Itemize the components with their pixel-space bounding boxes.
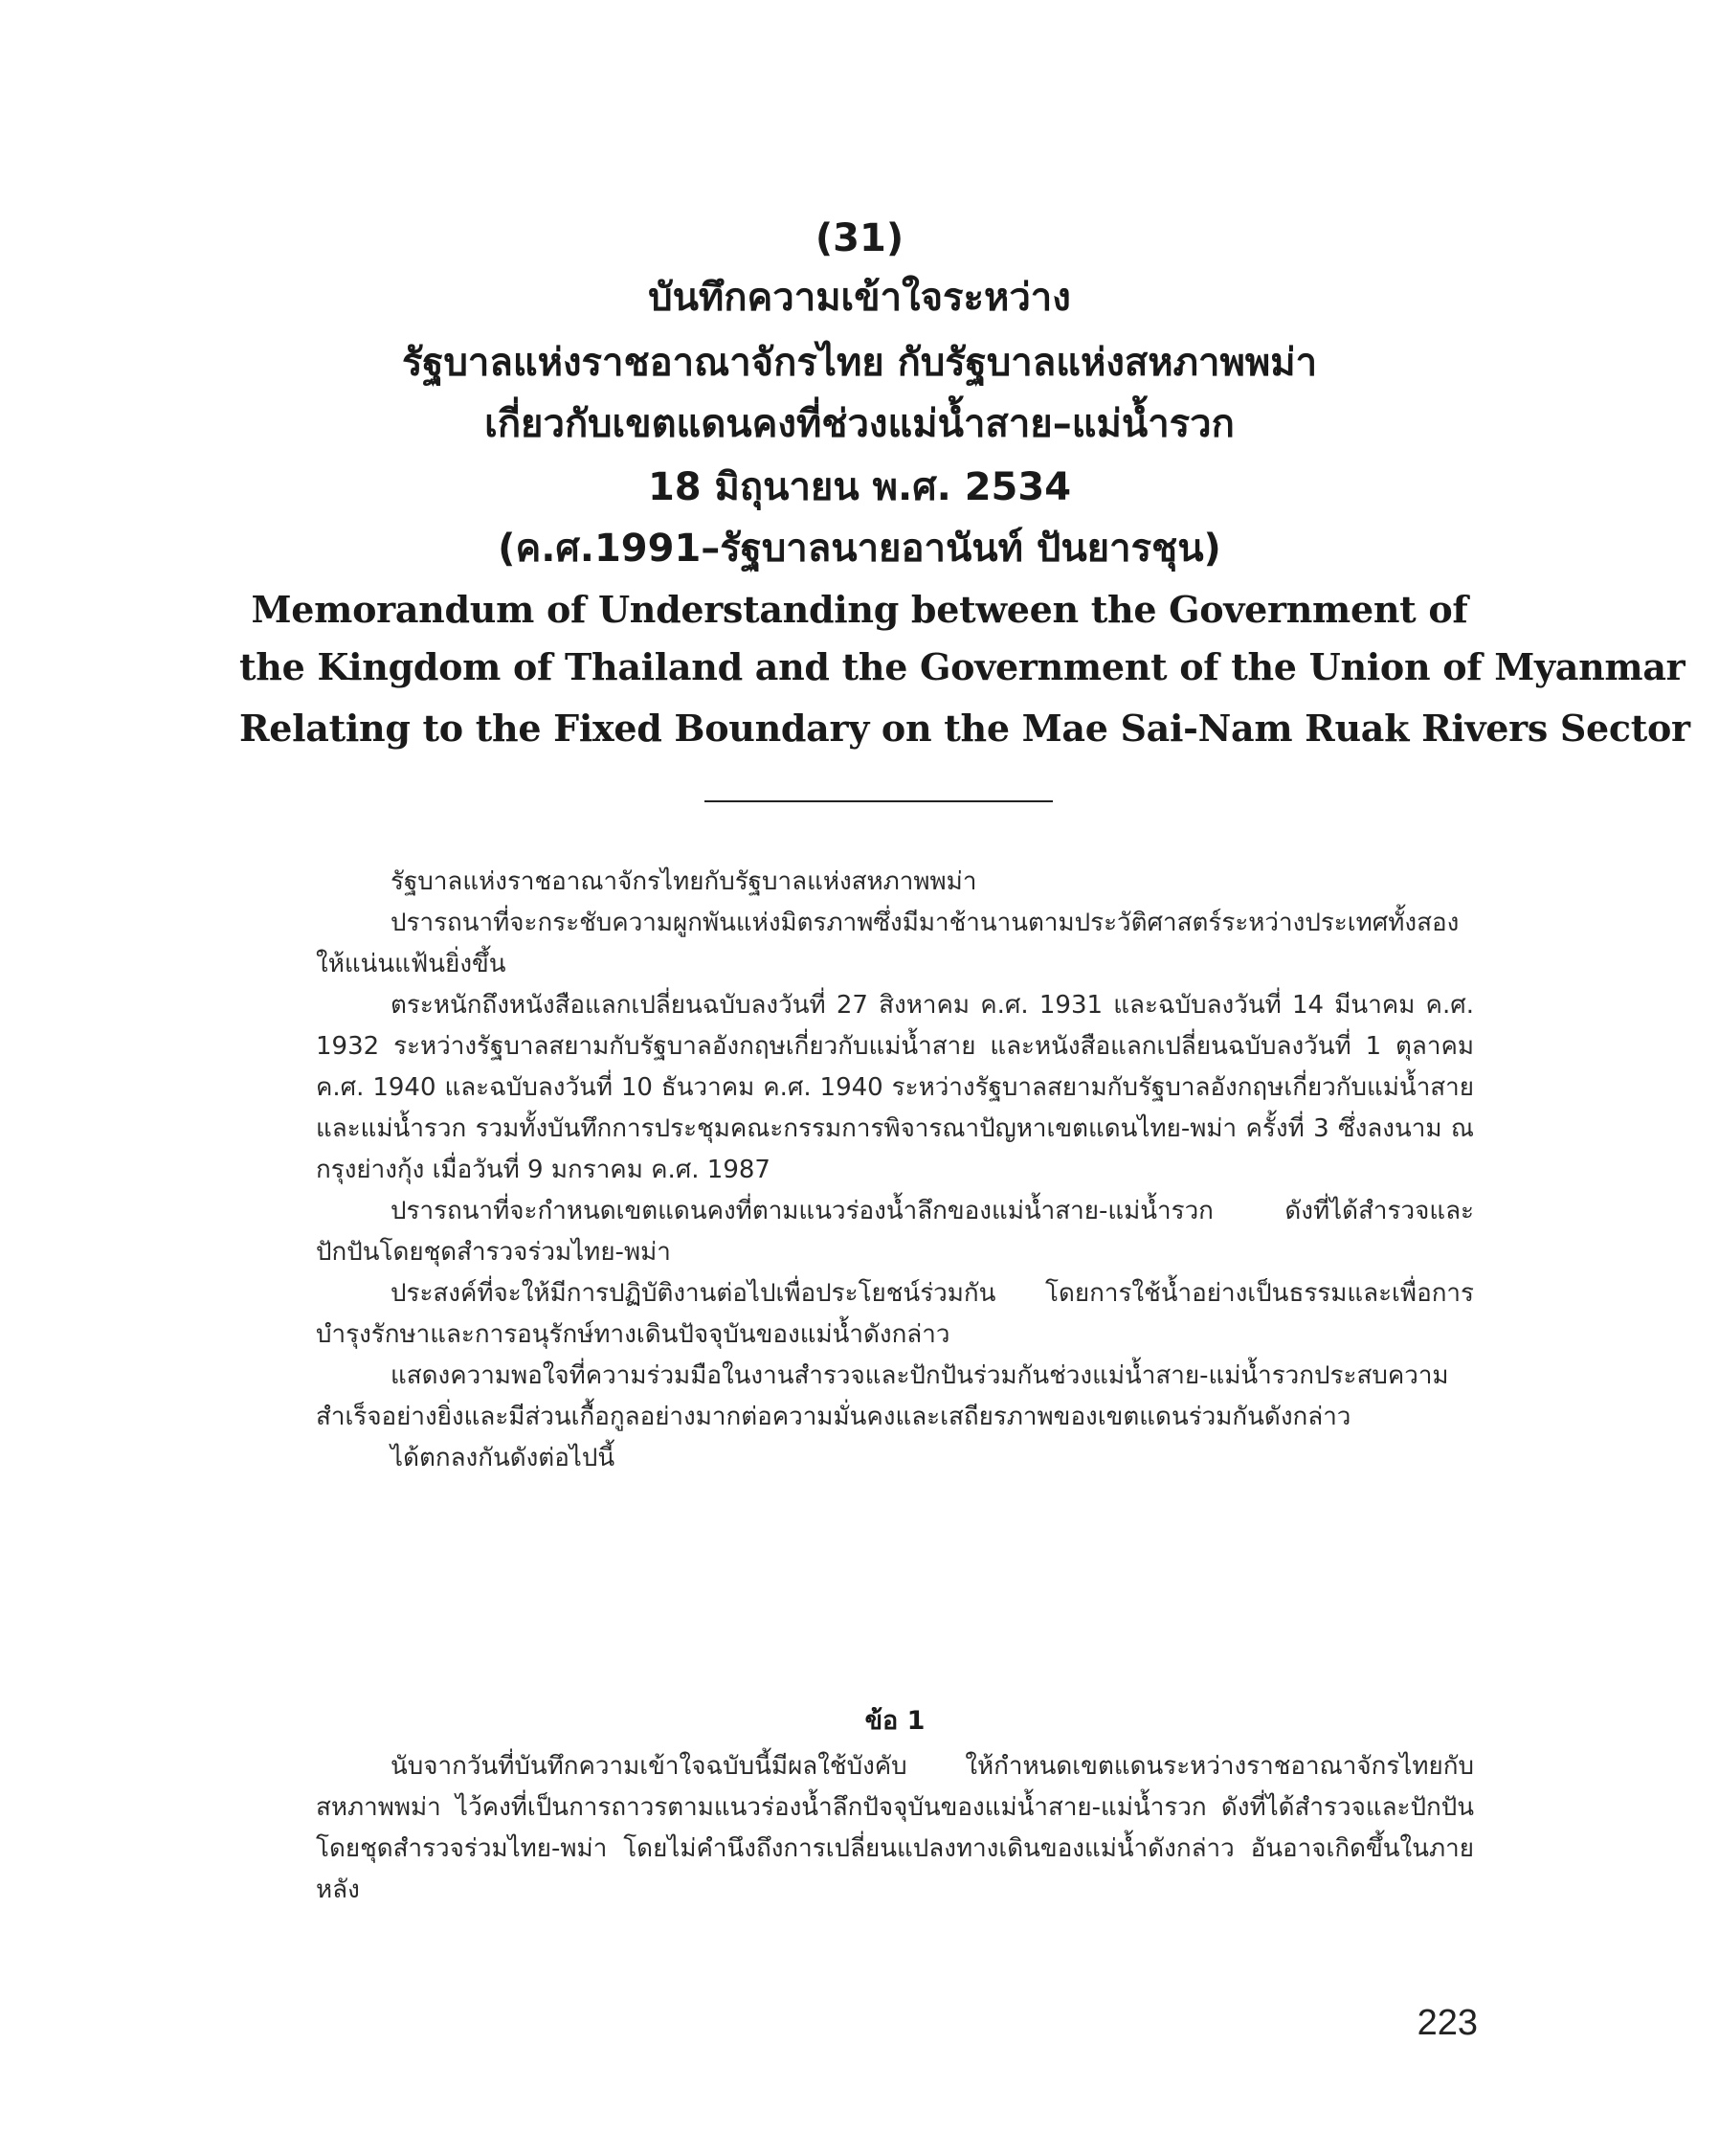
article-1-text: นับจากวันที่บันทึกความเข้าใจฉบับนี้มีผลใช้บังคับ ให้กำหนดเขตแดนระหว่างราชอาณาจักรไทยกับสหภาพพม่า ไว้คงที่เป็นการถาวรตามแนวร่องน้ำลึกปัจจุบันของแม่น้ำสาย-แม่น้ำรวก ดังที่ได้สำรวจและปักปันโดยชุดสำรวจร่วมไทย-พม่า โดยไม่คำนึงถึงการเปลี่ยนแปลงทางเดินของแม่น้ำดังกล่าว อันอาจเกิดขึ้นในภายหลัง xyxy=(316,1752,1474,1904)
preamble-desiring: ปรารถนาที่จะกระชับความผูกพันแห่งมิตรภาพซึ่งมีมาช้านานตามประวัติศาสตร์ระหว่างประเทศทั้งสองให้แน่นแฟ้นยิ่งขึ้น xyxy=(316,909,1460,978)
title-divider xyxy=(704,800,1053,802)
title-thai-line-1: บันทึกความเข้าใจระหว่าง xyxy=(648,276,1071,320)
preamble-recognizing: ตระหนักถึงหนังสือแลกเปลี่ยนฉบับลงวันที่ 27 สิงหาคม ค.ศ. 1931 และฉบับลงวันที่ 14 มีนาคม ค.ศ. 1932 ระหว่างรัฐบาลสยามกับรัฐบาลอังกฤษเกี่ยวกับแม่น้ำสาย และหนังสือแลกเปลี่ยนฉบับลงวันที่ 1 ตุลาคม ค.ศ. 1940 และฉบับลงวันที่ 10 ธันวาคม ค.ศ. 1940 ระหว่างรัฐบาลสยามกับรัฐบาลอังกฤษเกี่ยวกับแม่น้ำสายและแม่น้ำรวก รวมทั้งบันทึกการประชุมคณะกรรมการพิจารณาปัญหาเขตแดนไทย-พม่า ครั้งที่ 3 ซึ่งลงนาม ณ กรุงย่างกุ้ง เมื่อวันที่ 9 มกราคม ค.ศ. 1987 xyxy=(316,991,1474,1184)
article-1-title: ข้อ 1 xyxy=(864,1706,926,1736)
title-thai-era: (ค.ศ.1991–รัฐบาลนายอานันท์ ปันยารชุน) xyxy=(498,527,1221,571)
document-number: (31) xyxy=(815,216,904,260)
title-thai-line-2: รัฐบาลแห่งราชอาณาจักรไทย กับรัฐบาลแห่งสหภาพพม่า xyxy=(401,341,1318,385)
title-english-line-2: the Kingdom of Thailand and the Government of the Union of Myanmar xyxy=(239,645,1686,688)
title-english-line-3: Relating to the Fixed Boundary on the Mae Sai-Nam Ruak Rivers Sector xyxy=(239,707,1690,750)
page-number: 223 xyxy=(1417,2003,1478,2043)
preamble-determine-boundary: ปรารถนาที่จะกำหนดเขตแดนคงที่ตามแนวร่องน้ำลึกของแม่น้ำสาย-แม่น้ำรวก ดังที่ได้สำรวจและปักปันโดยชุดสำรวจร่วมไทย-พม่า xyxy=(316,1197,1474,1267)
preamble-parties: รัฐบาลแห่งราชอาณาจักรไทยกับรัฐบาลแห่งสหภาพพม่า xyxy=(391,867,977,896)
preamble-agreed: ได้ตกลงกันดังต่อไปนี้ xyxy=(391,1444,615,1472)
title-thai-date: 18 มิถุนายน พ.ศ. 2534 xyxy=(647,465,1072,509)
preamble-satisfaction: แสดงความพอใจที่ความร่วมมือในงานสำรวจและปักปันร่วมกันช่วงแม่น้ำสาย-แม่น้ำรวกประสบความสำเร็จอย่างยิ่งและมีส่วนเกื้อกูลอย่างมากต่อความมั่นคงและเสถียรภาพของเขตแดนร่วมกันดังกล่าว xyxy=(316,1361,1449,1431)
preamble-mutual-benefit: ประสงค์ที่จะให้มีการปฏิบัติงานต่อไปเพื่อประโยชน์ร่วมกัน โดยการใช้น้ำอย่างเป็นธรรมและเพื่อการบำรุงรักษาและการอนุรักษ์ทางเดินปัจจุบันของแม่น้ำดังกล่าว xyxy=(316,1279,1474,1349)
preamble xyxy=(316,862,1474,1479)
title-english-line-1: Memorandum of Understanding between the Government of xyxy=(251,588,1468,631)
article-1 xyxy=(316,1746,1474,1911)
title-thai-line-3: เกี่ยวกับเขตแดนคงที่ช่วงแม่น้ำสาย–แม่น้ำรวก xyxy=(484,402,1235,446)
